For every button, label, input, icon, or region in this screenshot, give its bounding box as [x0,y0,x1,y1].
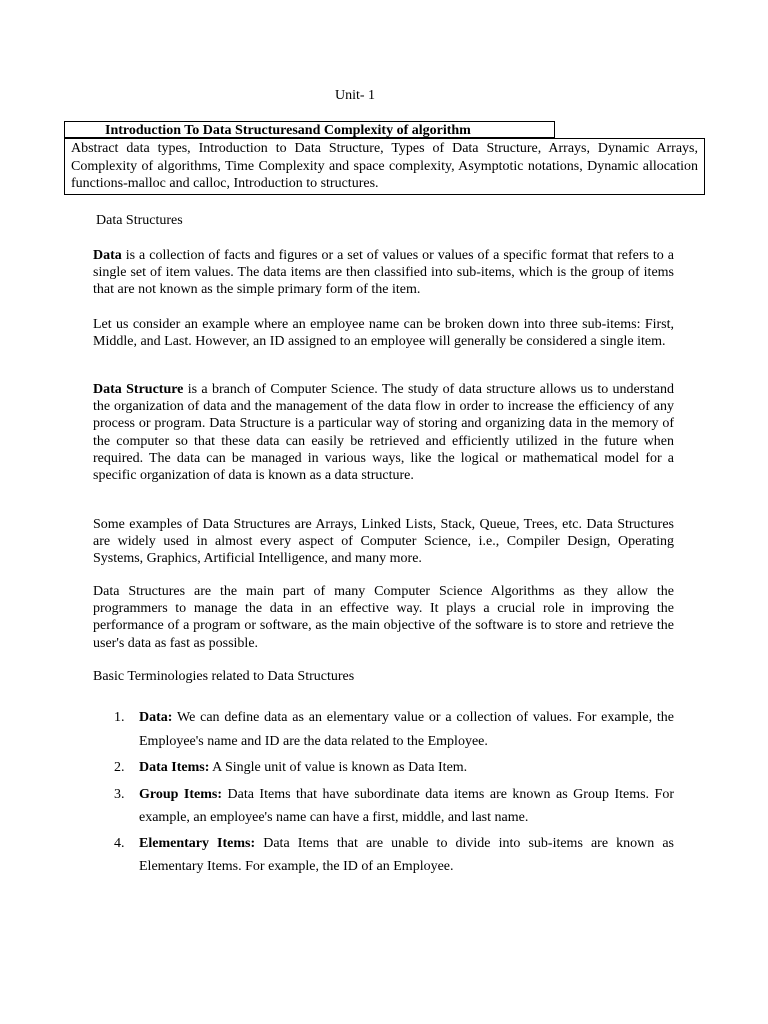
list-item [93,832,674,879]
list-number: 3. [114,786,125,802]
paragraph-employee-example: Let us consider an example where an employee name can be broken down into three sub-items: First, Middle, and Last. However, an ID assigned to an employee will generally be considered a single item. [93,317,674,350]
paragraph-importance: Data Structures are the main part of many Computer Science Algorithms as they allow the programmers to manage the data in an effective way. It plays a crucial role in improving the performance of a program or software, as the main objective of the software is to store and retrieve the user's data as fast as possible. [93,584,674,651]
term-text: We can define data as an elementary value or a collection of values. For example, the Employee's name and ID are the data related to the Employee. [139,710,674,749]
term-text: Data Items that are unable to divide into sub-items are known as Elementary Items. For example, the ID of an Employee. [139,835,674,874]
paragraph-text: is a branch of Computer Science. The study of data structure allows us to understand the organization of data and the management of the data flow in order to increase the efficiency of any process or program. Data Structure is a particular way of storing and organizing data in the memory of the computer so that these data can easily be retrieved and efficiently utilized in the future when required. The data can be managed in various ways, like the logical or mathematical model for a specific organization of data is known as a data structure. [93,382,674,484]
list-number: 1. [114,710,125,725]
term-label: Data Items: [139,760,210,775]
list-item [93,706,674,753]
paragraph-data-definition [93,247,674,299]
term-text: Data Items that have subordinate data items are known as Group Items. For example, an employee's name can have a first, middle, and last name. [139,786,674,825]
list-number: 2. [114,760,125,775]
paragraph-term: Data [93,248,122,263]
list-item [93,783,674,830]
unit-label: Unit- 1 [334,88,376,103]
term-label: Data: [139,710,173,725]
section-heading: Data Structures [96,213,183,228]
term-label: Elementary Items: [139,835,256,851]
terms-heading: Basic Terminologies related to Data Structures [93,669,355,684]
terms-list [93,706,674,879]
term-label: Group Items: [139,786,223,802]
list-item [93,756,674,780]
paragraph-examples: Some examples of Data Structures are Arrays, Linked Lists, Stack, Queue, Trees, etc. Data Structures are widely used in almost every aspect of Computer Science, i.e., Compiler Design, Operating Systems, Graphics, Artificial Intelligence, and many more. [93,517,674,567]
term-text: A Single unit of value is known as Data Item. [209,760,468,775]
paragraph-term: Data Structure [93,382,184,397]
syllabus-content: Abstract data types, Introduction to Data Structure, Types of Data Structure, Arrays, Dynamic Arrays, Complexity of algorithms, Time Complexity and space complexity, Asymptotic notations, Dynamic allocation functions-malloc and calloc, Introduction to structures. [64,138,705,195]
paragraph-text: is a collection of facts and figures or a set of values or values of a specific format that refers to a single set of item values. The data items are then classified into sub-items, which is the group of items that are not known as the simple primary form of the item. [93,248,674,298]
paragraph-data-structure [93,381,674,484]
syllabus-title: Introduction To Data Structuresand Complexity of algorithm [64,121,555,138]
list-number: 4. [114,835,125,851]
